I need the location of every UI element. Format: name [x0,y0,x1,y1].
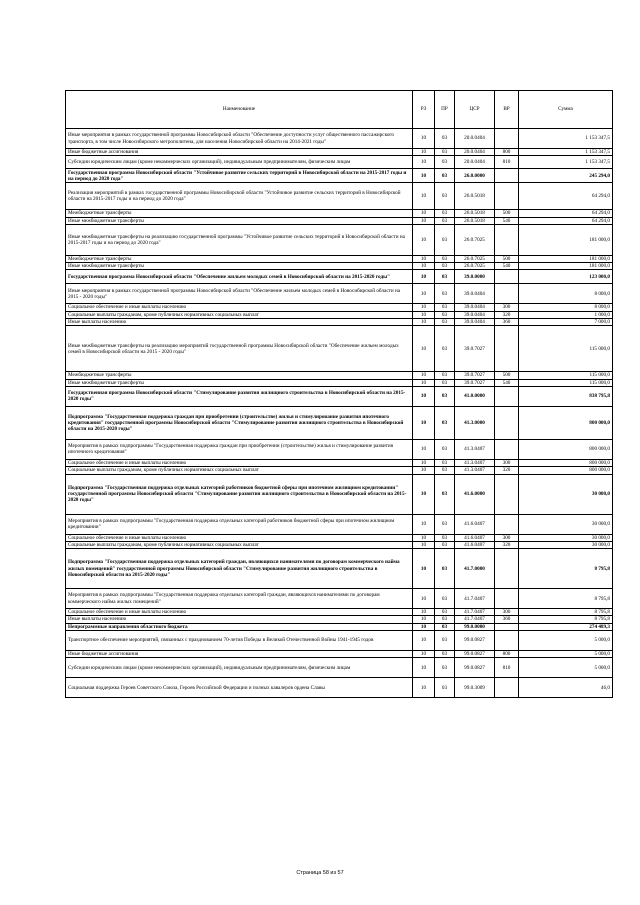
row-csr: 41.3.0407 [455,467,495,474]
row-name: Государственная программа Новосибирской области "Устойчивое развитие сельских территорий в Новосибирской области на 2015-2017 годы и на период до 2020 года" [66,169,413,183]
table-row [66,169,613,183]
row-csr: 41.6.0407 [455,541,495,548]
row-sum: 7 000,0 [519,319,613,326]
row-name: Иные межбюджетные трансферты на реализацию мероприятий государственной программы Новосибирской области "Обеспечение жильем молодых семей в Новосибирской области на 2015 - 2020 годы" [66,326,413,372]
row-pr: 03 [435,304,455,311]
row-pr: 03 [435,326,455,372]
row-sum: 115 000,0 [519,379,613,386]
table-row [66,616,613,623]
row-csr: 20.0.0404 [455,129,495,149]
row-name: Мероприятия в рамках подпрограммы "Государственная поддержка отдельных категорий граждан, являющихся нанимателями по договорам коммерческого найма жилых помещений" [66,589,413,609]
row-csr: 99.0.0827 [455,658,495,678]
row-vr: 300 [495,534,519,541]
row-sum: 8 795,8 [519,589,613,609]
row-csr: 99.0.0000 [455,623,495,630]
row-pr: 03 [435,263,455,270]
row-vr: 360 [495,616,519,623]
row-csr: 41.7.0407 [455,616,495,623]
row-vr: 300 [495,304,519,311]
row-sum: 46,0 [519,678,613,698]
row-csr: 41.3.0407 [455,459,495,466]
row-name: Межбюджетные трансферты [66,255,413,262]
table-row [66,386,613,406]
row-sum: 115 000,0 [519,326,613,372]
row-sum: 245 294,0 [519,169,613,183]
row-vr: 320 [495,311,519,318]
row-vr [495,514,519,534]
row-vr: 810 [495,156,519,169]
table-row [66,658,613,678]
table-row [66,609,613,616]
row-pr: 03 [435,379,455,386]
table-row [66,459,613,466]
row-vr: 500 [495,372,519,379]
row-vr [495,623,519,630]
row-sum: 181 000,0 [519,224,613,255]
row-vr [495,406,519,439]
row-rz: 10 [413,263,435,270]
table-row [66,319,613,326]
row-rz: 10 [413,284,435,304]
row-name: Иные выплаты населению [66,319,413,326]
row-name: Подпрограмма "Государственная поддержка отдельных категорий граждан, являющихся нанимателями по договорам коммерческого найма жилых помещений" государственной программы Новосибирской области "Стимулирование развития жилищного строительства в Новосибирской области на 2015-2020 годы" [66,549,413,589]
page-footer: Страница 58 из 57 [296,870,344,876]
row-name: Социальные выплаты гражданам, кроме публичных нормативных социальных выплат [66,311,413,318]
row-sum: 64 294,0 [519,183,613,210]
row-pr: 03 [435,549,455,589]
row-sum: 5 000,0 [519,658,613,678]
table-row [66,678,613,698]
row-rz: 10 [413,156,435,169]
row-csr: 20.0.0404 [455,156,495,169]
row-rz: 10 [413,304,435,311]
row-pr: 03 [435,467,455,474]
row-sum: 30 000,0 [519,534,613,541]
table-row [66,311,613,318]
row-rz: 10 [413,379,435,386]
row-sum: 181 000,0 [519,255,613,262]
row-csr: 41.6.0000 [455,474,495,514]
row-pr: 03 [435,406,455,439]
header-pr: ПР [435,91,455,129]
row-name: Непрограммные направления областного бюджета [66,623,413,630]
row-rz: 10 [413,467,435,474]
row-vr: 300 [495,609,519,616]
row-name: Субсидии юридическим лицам (кроме некоммерческих организаций), индивидуальным предпринимателям, физическим лицам [66,156,413,169]
table-row [66,467,613,474]
row-sum: 1 000,0 [519,311,613,318]
row-pr: 03 [435,678,455,698]
row-name: Иные бюджетные ассигнования [66,149,413,156]
row-sum: 123 000,0 [519,270,613,284]
row-rz: 10 [413,372,435,379]
row-pr: 03 [435,616,455,623]
row-name: Мероприятия в рамках подпрограммы "Государственная поддержка отдельных категорий работников бюджетной сферы при ипотечном жилищном кредитовании" [66,514,413,534]
row-name: Иные межбюджетные трансферты [66,217,413,224]
table-row [66,651,613,658]
row-name: Подпрограмма "Государственная поддержка отдельных категорий работников бюджетной сферы при ипотечном жилищном кредитовании" государственной программы Новосибирской области "Стимулирование развития жилищного строительства в Новосибирской области на 2015-2020 годы" [66,474,413,514]
header-csr: ЦСР [455,91,495,129]
row-rz: 10 [413,386,435,406]
table-row [66,149,613,156]
table-row [66,631,613,651]
row-pr: 03 [435,589,455,609]
row-sum: 30 000,0 [519,474,613,514]
row-vr: 300 [495,459,519,466]
row-pr: 03 [435,631,455,651]
row-rz: 10 [413,459,435,466]
row-vr [495,439,519,459]
row-sum: 30 000,0 [519,514,613,534]
row-vr: 540 [495,379,519,386]
row-sum: 8 795,8 [519,549,613,589]
row-rz: 10 [413,169,435,183]
row-pr: 03 [435,169,455,183]
table-row [66,623,613,630]
row-pr: 03 [435,651,455,658]
table-row [66,514,613,534]
row-vr [495,224,519,255]
row-name: Иные мероприятия в рамках государственной программы Новосибирской области "Обеспечение доступности услуг общественного пассажирского транспорта, в том числе Новосибирского метрополитена, для населения Новосибирской области на 2014-2021 годы" [66,129,413,149]
row-vr [495,631,519,651]
row-sum: 1 153 347,5 [519,129,613,149]
row-rz: 10 [413,474,435,514]
row-sum: 8 795,8 [519,609,613,616]
row-rz: 10 [413,270,435,284]
table-body [66,129,613,698]
row-name: Социальные выплаты гражданам, кроме публичных нормативных социальных выплат [66,467,413,474]
row-csr: 41.3.0000 [455,406,495,439]
table-row [66,263,613,270]
row-rz: 10 [413,549,435,589]
row-csr: 41.6.0407 [455,514,495,534]
budget-table [65,90,613,698]
row-sum: 5 000,0 [519,631,613,651]
row-vr [495,183,519,210]
row-csr: 41.6.0407 [455,534,495,541]
row-vr [495,326,519,372]
row-pr: 03 [435,156,455,169]
row-pr: 03 [435,224,455,255]
row-csr: 41.3.0407 [455,439,495,459]
row-csr: 41.7.0407 [455,589,495,609]
row-sum: 1 153 347,5 [519,156,613,169]
row-csr: 20.0.0404 [455,149,495,156]
row-name: Транспортное обеспечение мероприятий, связанных с празднованием 70-летия Победы в Великой Отечественной Войны 1941-1945 годов [66,631,413,651]
row-rz: 10 [413,224,435,255]
row-csr: 26.0.0000 [455,169,495,183]
table-row [66,224,613,255]
row-csr: 41.7.0000 [455,549,495,589]
row-vr: 320 [495,541,519,548]
row-name: Межбюджетные трансферты [66,210,413,217]
row-csr: 26.0.7025 [455,255,495,262]
table-row [66,129,613,149]
row-pr: 03 [435,514,455,534]
row-name: Социальные выплаты гражданам, кроме публичных нормативных социальных выплат [66,541,413,548]
header-sum: Сумма [519,91,613,129]
row-pr: 03 [435,658,455,678]
row-name: Подпрограмма "Государственная поддержка граждан при приобретении (строительстве) жилья и стимулирование развития ипотечного кредитования" государственной программы Новосибирской области "Стимулирование развития жилищного строительства в Новосибирской области на 2015-2020 годы" [66,406,413,439]
row-pr: 03 [435,459,455,466]
row-sum: 800 000,0 [519,459,613,466]
row-rz: 10 [413,319,435,326]
row-name: Межбюджетные трансферты [66,372,413,379]
row-pr: 03 [435,149,455,156]
row-rz: 10 [413,311,435,318]
row-sum: 64 294,0 [519,217,613,224]
row-vr: 500 [495,255,519,262]
row-sum: 274 489,3 [519,623,613,630]
row-vr [495,589,519,609]
row-pr: 03 [435,183,455,210]
row-pr: 03 [435,541,455,548]
table-row [66,326,613,372]
row-vr [495,678,519,698]
row-csr: 39.0.0404 [455,284,495,304]
table-header-row [66,91,613,129]
row-sum: 800 000,0 [519,406,613,439]
row-rz: 10 [413,129,435,149]
row-pr: 03 [435,129,455,149]
row-pr: 03 [435,534,455,541]
table-row [66,589,613,609]
row-vr [495,284,519,304]
row-pr: 03 [435,217,455,224]
row-vr [495,386,519,406]
row-name: Государственная программа Новосибирской области "Стимулирование развития жилищного строительства в Новосибирской области на 2015-2020 годы" [66,386,413,406]
row-pr: 03 [435,623,455,630]
row-rz: 10 [413,541,435,548]
table-row [66,439,613,459]
row-name: Иные мероприятия в рамках государственной программы Новосибирской области "Обеспечение жильем молодых семей в Новосибирской области на 2015 - 2020 годы" [66,284,413,304]
row-csr: 41.0.0000 [455,386,495,406]
row-rz: 10 [413,534,435,541]
row-sum: 5 000,0 [519,651,613,658]
row-sum: 1 153 347,5 [519,149,613,156]
row-sum: 8 795,8 [519,616,613,623]
row-vr: 540 [495,217,519,224]
row-rz: 10 [413,326,435,372]
row-rz: 10 [413,406,435,439]
row-rz: 10 [413,210,435,217]
row-pr: 03 [435,372,455,379]
row-rz: 10 [413,514,435,534]
row-name: Социальное обеспечение и иные выплаты населению [66,534,413,541]
row-rz: 10 [413,149,435,156]
table-row [66,183,613,210]
header-rz: РЗ [413,91,435,129]
row-vr [495,549,519,589]
row-vr: 500 [495,210,519,217]
row-pr: 03 [435,439,455,459]
table-row [66,379,613,386]
row-rz: 10 [413,616,435,623]
row-sum: 30 000,0 [519,541,613,548]
row-vr [495,474,519,514]
row-vr: 810 [495,658,519,678]
table-row [66,372,613,379]
row-rz: 10 [413,631,435,651]
row-name: Государственная программа Новосибирской области "Обеспечение жильем молодых семей в Новосибирской области на 2015-2020 годы" [66,270,413,284]
row-csr: 39.0.0404 [455,304,495,311]
row-csr: 26.0.5018 [455,183,495,210]
row-name: Реализация мероприятий в рамках государственной программы Новосибирской области "Устойчивое развитие сельских территорий в Новосибирской области на 2015-2017 годы и на период до 2020 года" [66,183,413,210]
row-sum: 115 000,0 [519,372,613,379]
row-rz: 10 [413,609,435,616]
row-sum: 800 000,0 [519,439,613,459]
table-row [66,255,613,262]
row-name: Социальное обеспечение и иные выплаты населению [66,459,413,466]
table-row [66,534,613,541]
row-name: Субсидии юридическим лицам (кроме некоммерческих организаций), индивидуальным предпринимателям, физическим лицам [66,658,413,678]
row-sum: 181 000,0 [519,263,613,270]
row-vr: 800 [495,149,519,156]
row-csr: 26.0.7025 [455,224,495,255]
row-csr: 41.7.0407 [455,609,495,616]
row-name: Социальное обеспечение и иные выплаты населению [66,609,413,616]
row-pr: 03 [435,474,455,514]
table-row [66,474,613,514]
row-rz: 10 [413,255,435,262]
row-rz: 10 [413,183,435,210]
row-vr: 320 [495,467,519,474]
row-csr: 39.0.7027 [455,372,495,379]
row-name: Иные межбюджетные трансферты на реализацию государственной программы "Устойчивое развитие сельских территорий в Новосибирской области на 2015-2017 годы и на период до 2020 года" [66,224,413,255]
row-csr: 39.0.7027 [455,326,495,372]
row-csr: 99.0.0827 [455,651,495,658]
row-csr: 26.0.7025 [455,263,495,270]
row-name: Иные бюджетные ассигнования [66,651,413,658]
row-csr: 39.0.7027 [455,379,495,386]
row-rz: 10 [413,623,435,630]
row-sum: 838 795,8 [519,386,613,406]
row-vr [495,169,519,183]
row-vr [495,129,519,149]
table-row [66,270,613,284]
row-rz: 10 [413,217,435,224]
row-vr: 800 [495,651,519,658]
row-name: Мероприятия в рамках подпрограммы "Государственная поддержка граждан при приобретении (строительстве) жилья и стимулирование развития ипотечного кредитования" [66,439,413,459]
row-pr: 03 [435,386,455,406]
row-rz: 10 [413,439,435,459]
row-csr: 26.0.5018 [455,217,495,224]
row-pr: 03 [435,255,455,262]
row-csr: 39.0.0404 [455,311,495,318]
row-sum: 64 294,0 [519,210,613,217]
row-sum: 800 000,0 [519,467,613,474]
header-vr: ВР [495,91,519,129]
row-pr: 03 [435,609,455,616]
table-row [66,406,613,439]
row-name: Социальная поддержка Героев Советского Союза, Героев Российской Федерации и полных кавалеров ордена Славы [66,678,413,698]
table-row [66,541,613,548]
table-row [66,210,613,217]
row-vr: 360 [495,319,519,326]
row-sum: 8 000,0 [519,284,613,304]
row-vr [495,270,519,284]
table-row [66,217,613,224]
row-name: Социальное обеспечение и иные выплаты населению [66,304,413,311]
row-pr: 03 [435,210,455,217]
row-pr: 03 [435,270,455,284]
table-row [66,549,613,589]
table-row [66,304,613,311]
row-csr: 99.0.3009 [455,678,495,698]
row-vr: 540 [495,263,519,270]
row-rz: 10 [413,658,435,678]
row-csr: 26.0.5018 [455,210,495,217]
header-name: Наименование [66,91,413,129]
row-sum: 8 000,0 [519,304,613,311]
row-rz: 10 [413,651,435,658]
row-pr: 03 [435,311,455,318]
row-rz: 10 [413,589,435,609]
row-name: Иные межбюджетные трансферты [66,263,413,270]
table-row [66,156,613,169]
row-name: Иные выплаты населению [66,616,413,623]
row-pr: 03 [435,284,455,304]
row-pr: 03 [435,319,455,326]
table-row [66,284,613,304]
row-csr: 39.0.0000 [455,270,495,284]
row-csr: 39.0.0404 [455,319,495,326]
row-name: Иные межбюджетные трансферты [66,379,413,386]
row-csr: 99.0.0827 [455,631,495,651]
row-rz: 10 [413,678,435,698]
